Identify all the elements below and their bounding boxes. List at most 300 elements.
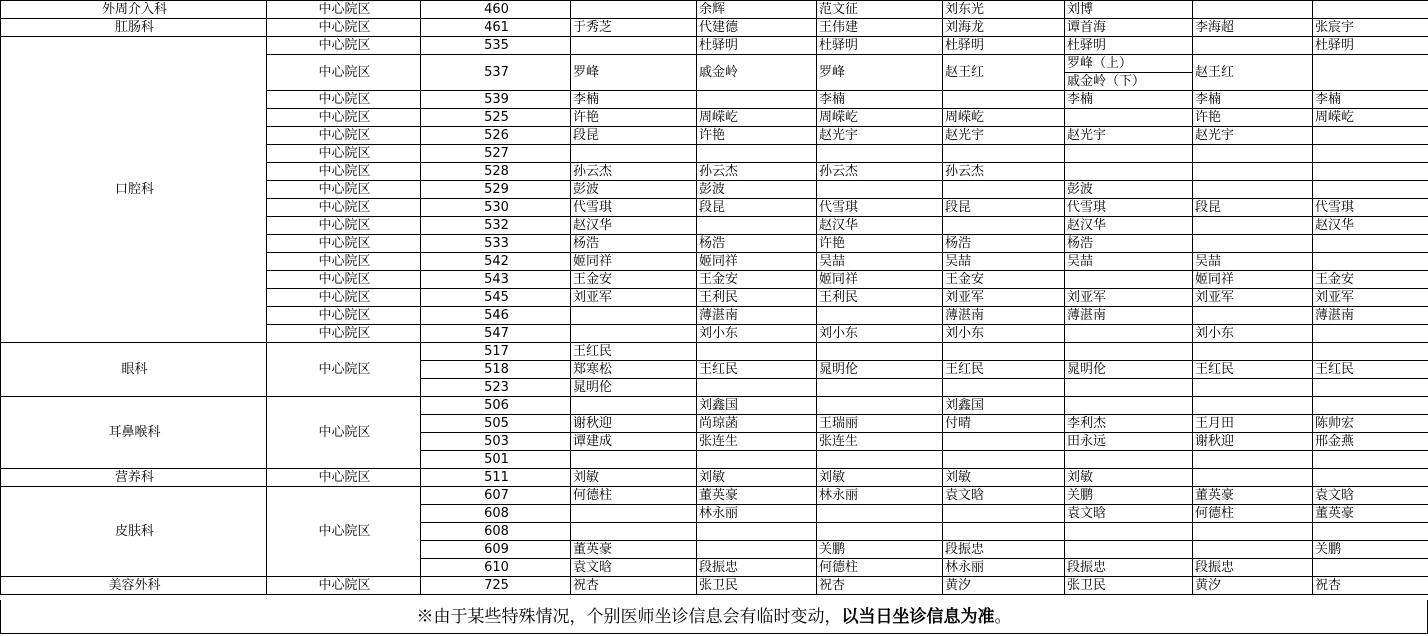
doctor-cell: 李楠 [1313,91,1428,109]
doctor-cell: 刘小东 [697,325,817,343]
doctor-cell [1313,469,1428,487]
campus-cell: 中心院区 [267,307,421,325]
doctor-cell: 孙云杰 [571,163,697,181]
doctor-cell: 刘亚军 [1193,289,1313,307]
campus-cell: 中心院区 [267,469,421,487]
room-number-cell: 537 [421,55,571,91]
doctor-cell: 张宸宇 [1313,19,1428,37]
doctor-cell: 何德柱 [817,559,943,577]
doctor-cell [817,451,943,469]
room-number-cell: 526 [421,127,571,145]
doctor-cell: 赵光宇 [1193,127,1313,145]
room-number-cell: 609 [421,541,571,559]
room-number-cell: 529 [421,181,571,199]
doctor-cell [817,181,943,199]
doctor-cell: 刘敏 [943,469,1065,487]
doctor-cell [943,505,1065,523]
doctor-cell: 田永远 [1065,433,1193,451]
campus-cell: 中心院区 [267,181,421,199]
doctor-cell: 董英豪 [697,487,817,505]
room-number-cell: 532 [421,217,571,235]
table-row [1,343,1428,361]
doctor-cell: 吴喆 [817,253,943,271]
table-row [1,469,1428,487]
doctor-cell: 王红民 [697,361,817,379]
doctor-cell: 代雪琪 [1313,199,1428,217]
doctor-cell: 刘鑫国 [697,397,817,415]
doctor-cell: 赵汉华 [1065,217,1193,235]
room-number-cell: 725 [421,577,571,595]
doctor-cell [817,379,943,397]
doctor-cell: 李海超 [1193,19,1313,37]
doctor-cell [1313,1,1428,19]
doctor-cell [1193,343,1313,361]
doctor-cell: 吴喆 [943,253,1065,271]
doctor-cell: 刘亚军 [943,289,1065,307]
doctor-cell: 薄湛南 [1065,307,1193,325]
doctor-cell [1193,217,1313,235]
doctor-cell: 祝杏 [571,577,697,595]
table-row [1,1,1428,19]
doctor-cell: 祝杏 [817,577,943,595]
campus-cell: 中心院区 [267,37,421,55]
doctor-cell [1313,253,1428,271]
doctor-cell [943,433,1065,451]
doctor-cell [1193,469,1313,487]
doctor-cell: 杨浩 [943,235,1065,253]
doctor-cell [943,91,1065,109]
doctor-cell: 袁文晗 [943,487,1065,505]
doctor-cell: 段振忠 [697,559,817,577]
doctor-cell [1313,181,1428,199]
doctor-cell: 陈帅宏 [1313,415,1428,433]
doctor-cell: 张卫民 [1065,577,1193,595]
doctor-cell [1313,55,1428,91]
doctor-cell [817,523,943,541]
department-cell: 口腔科 [1,37,267,343]
doctor-cell: 代雪琪 [571,199,697,217]
room-number-cell: 523 [421,379,571,397]
doctor-cell: 戚金岭 [697,55,817,91]
doctor-cell: 许艳 [571,109,697,127]
doctor-cell [943,217,1065,235]
doctor-cell: 王利民 [817,289,943,307]
doctor-cell: 刘海龙 [943,19,1065,37]
department-cell: 美容外科 [1,577,267,595]
doctor-cell [1313,163,1428,181]
doctor-cell [1313,397,1428,415]
room-number-cell: 607 [421,487,571,505]
doctor-cell [697,379,817,397]
doctor-cell: 罗峰 [817,55,943,91]
doctor-cell: 谭首海 [1065,19,1193,37]
campus-cell: 中心院区 [267,577,421,595]
campus-cell: 中心院区 [267,289,421,307]
doctor-cell: 余辉 [697,1,817,19]
doctor-cell [817,505,943,523]
doctor-cell: 周嵘屹 [697,109,817,127]
doctor-cell: 彭波 [571,181,697,199]
doctor-cell [1193,541,1313,559]
table-row [1,37,1428,55]
doctor-cell: 范文征 [817,1,943,19]
doctor-cell [1065,145,1193,163]
notice-emphasis: 以当日坐诊信息为准 [841,607,995,627]
doctor-cell [571,1,697,19]
room-number-cell: 530 [421,199,571,217]
doctor-cell [1065,163,1193,181]
doctor-cell: 段昆 [943,199,1065,217]
doctor-cell: 王红民 [1313,361,1428,379]
doctor-cell: 赵光宇 [943,127,1065,145]
doctor-cell [697,541,817,559]
doctor-cell [1065,523,1193,541]
doctor-cell: 刘敏 [1065,469,1193,487]
campus-cell: 中心院区 [267,1,421,19]
doctor-cell: 刘小东 [817,325,943,343]
doctor-cell: 刘亚军 [1313,289,1428,307]
doctor-cell [1313,379,1428,397]
doctor-cell [571,325,697,343]
room-number-cell: 505 [421,415,571,433]
doctor-cell: 王利民 [697,289,817,307]
campus-cell: 中心院区 [267,55,421,91]
doctor-cell: 董英豪 [1193,487,1313,505]
room-number-cell: 525 [421,109,571,127]
doctor-cell [1193,451,1313,469]
doctor-cell: 张连生 [697,433,817,451]
doctor-cell: 付晴 [943,415,1065,433]
doctor-cell: 刘敏 [697,469,817,487]
campus-cell: 中心院区 [267,325,421,343]
campus-cell: 中心院区 [267,343,421,397]
room-number-cell: 546 [421,307,571,325]
doctor-cell: 赵汉华 [817,217,943,235]
doctor-cell: 郑寒松 [571,361,697,379]
doctor-cell: 董英豪 [571,541,697,559]
room-number-cell: 610 [421,559,571,577]
table-row [1,397,1428,415]
doctor-cell: 杜驿明 [817,37,943,55]
doctor-cell: 段昆 [571,127,697,145]
doctor-cell [943,343,1065,361]
doctor-cell [697,343,817,361]
doctor-cell [1193,1,1313,19]
doctor-cell [697,217,817,235]
room-number-cell: 517 [421,343,571,361]
doctor-cell: 代建德 [697,19,817,37]
doctor-cell [1065,541,1193,559]
doctor-cell: 何德柱 [1193,505,1313,523]
campus-cell: 中心院区 [267,145,421,163]
table-row [1,487,1428,505]
doctor-cell: 刘鑫国 [943,397,1065,415]
table-row [1,577,1428,595]
doctor-cell: 刘敏 [817,469,943,487]
doctor-cell [571,145,697,163]
doctor-cell: 谭建成 [571,433,697,451]
doctor-cell: 吴喆 [1193,253,1313,271]
campus-cell: 中心院区 [267,19,421,37]
doctor-cell: 段振忠 [943,541,1065,559]
doctor-cell [1313,559,1428,577]
doctor-cell: 孙云杰 [943,163,1065,181]
doctor-cell: 赵汉华 [1313,217,1428,235]
doctor-cell: 关鹏 [817,541,943,559]
doctor-cell: 王金安 [1313,271,1428,289]
doctor-cell [943,379,1065,397]
doctor-cell: 杜驿明 [1313,37,1428,55]
doctor-cell: 关鹏 [1065,487,1193,505]
doctor-cell: 代雪琪 [817,199,943,217]
doctor-cell: 王金安 [943,271,1065,289]
doctor-cell: 刘亚军 [571,289,697,307]
room-number-cell: 542 [421,253,571,271]
doctor-cell: 薄湛南 [1313,307,1428,325]
doctor-cell: 杜驿明 [1065,37,1193,55]
doctor-cell: 黄汐 [943,577,1065,595]
doctor-cell: 晁明伦 [1065,361,1193,379]
doctor-cell [1065,451,1193,469]
doctor-cell: 尚琼菡 [697,415,817,433]
doctor-cell [697,451,817,469]
doctor-cell: 薄湛南 [943,307,1065,325]
department-cell: 外周介入科 [1,1,267,19]
doctor-cell [1313,127,1428,145]
room-number-cell: 511 [421,469,571,487]
doctor-cell [1313,145,1428,163]
doctor-cell: 姬同祥 [1193,271,1313,289]
doctor-cell [817,307,943,325]
doctor-cell: 何德柱 [571,487,697,505]
notice-prefix: ※由于某些特殊情况，个别医师坐诊信息会有临时变动， [416,607,842,627]
campus-cell: 中心院区 [267,163,421,181]
doctor-cell [1193,181,1313,199]
doctor-cell: 罗峰（上） [1065,55,1193,73]
doctor-cell [571,505,697,523]
doctor-cell [1193,379,1313,397]
doctor-cell [1065,109,1193,127]
doctor-cell: 孙云杰 [817,163,943,181]
doctor-cell [697,91,817,109]
doctor-cell: 代雪琪 [1065,199,1193,217]
doctor-cell [1193,235,1313,253]
doctor-cell: 于秀芝 [571,19,697,37]
room-number-cell: 608 [421,505,571,523]
doctor-cell: 李楠 [1193,91,1313,109]
doctor-cell: 姬同祥 [817,271,943,289]
doctor-cell [943,451,1065,469]
doctor-cell: 刘小东 [943,325,1065,343]
doctor-cell: 王伟建 [817,19,943,37]
doctor-cell: 薄湛南 [697,307,817,325]
doctor-cell [1313,451,1428,469]
doctor-cell: 赵光宇 [817,127,943,145]
doctor-cell: 李楠 [1065,91,1193,109]
doctor-cell: 袁文晗 [571,559,697,577]
room-number-cell: 461 [421,19,571,37]
notice-footer [0,600,1428,634]
doctor-cell: 许艳 [697,127,817,145]
doctor-cell [1065,271,1193,289]
doctor-cell: 杨浩 [1065,235,1193,253]
doctor-cell: 孙云杰 [697,163,817,181]
doctor-cell [1193,523,1313,541]
doctor-cell: 段振忠 [1065,559,1193,577]
doctor-cell: 王红民 [943,361,1065,379]
doctor-cell [1313,235,1428,253]
doctor-cell: 王月田 [1193,415,1313,433]
doctor-cell: 彭波 [697,181,817,199]
doctor-cell: 姬同祥 [571,253,697,271]
department-cell: 眼科 [1,343,267,397]
room-number-cell: 547 [421,325,571,343]
doctor-cell: 王金安 [697,271,817,289]
doctor-cell [1193,163,1313,181]
room-number-cell: 545 [421,289,571,307]
doctor-cell: 周嵘屹 [943,109,1065,127]
doctor-cell [697,523,817,541]
doctor-cell [943,181,1065,199]
room-number-cell: 535 [421,37,571,55]
doctor-cell: 刘敏 [571,469,697,487]
doctor-cell: 谢秋迎 [571,415,697,433]
doctor-cell [1065,397,1193,415]
room-number-cell: 608 [421,523,571,541]
doctor-cell [943,523,1065,541]
campus-cell: 中心院区 [267,91,421,109]
doctor-cell: 姬同祥 [697,253,817,271]
doctor-cell: 林永丽 [943,559,1065,577]
doctor-cell [571,307,697,325]
doctor-cell: 张连生 [817,433,943,451]
doctor-cell: 吴喆 [1065,253,1193,271]
campus-cell: 中心院区 [267,487,421,577]
doctor-cell: 王金安 [571,271,697,289]
doctor-cell: 邢金燕 [1313,433,1428,451]
doctor-cell: 赵汉华 [571,217,697,235]
doctor-cell: 李楠 [571,91,697,109]
room-number-cell: 518 [421,361,571,379]
doctor-cell: 刘亚军 [1065,289,1193,307]
campus-cell: 中心院区 [267,253,421,271]
doctor-cell: 黄汐 [1193,577,1313,595]
doctor-cell: 李楠 [817,91,943,109]
doctor-cell: 赵光宇 [1065,127,1193,145]
campus-cell: 中心院区 [267,397,421,469]
doctor-cell: 王红民 [1193,361,1313,379]
doctor-cell [1193,307,1313,325]
doctor-cell [1065,343,1193,361]
doctor-cell: 戚金岭（下） [1065,73,1193,91]
doctor-cell: 李利杰 [1065,415,1193,433]
doctor-cell: 关鹏 [1313,541,1428,559]
doctor-cell: 晁明伦 [817,361,943,379]
schedule-body [1,1,1428,595]
campus-cell: 中心院区 [267,199,421,217]
doctor-cell: 段昆 [1193,199,1313,217]
doctor-cell: 袁文晗 [1313,487,1428,505]
doctor-cell [571,523,697,541]
room-number-cell: 460 [421,1,571,19]
doctor-cell: 林永丽 [817,487,943,505]
doctor-cell: 袁文晗 [1065,505,1193,523]
room-number-cell: 503 [421,433,571,451]
room-number-cell: 533 [421,235,571,253]
department-cell: 皮肤科 [1,487,267,577]
doctor-cell: 彭波 [1065,181,1193,199]
room-number-cell: 501 [421,451,571,469]
doctor-cell: 刘博 [1065,1,1193,19]
doctor-cell: 许艳 [817,235,943,253]
campus-cell: 中心院区 [267,235,421,253]
doctor-cell: 林永丽 [697,505,817,523]
doctor-cell: 祝杏 [1313,577,1428,595]
doctor-cell: 许艳 [1193,109,1313,127]
doctor-cell [1065,379,1193,397]
doctor-cell [1313,523,1428,541]
department-cell: 营养科 [1,469,267,487]
doctor-cell: 周嵘屹 [817,109,943,127]
doctor-cell [1193,397,1313,415]
doctor-cell: 周嵘屹 [1313,109,1428,127]
room-number-cell: 527 [421,145,571,163]
doctor-cell [697,145,817,163]
department-cell: 肛肠科 [1,19,267,37]
doctor-cell: 刘小东 [1193,325,1313,343]
room-number-cell: 543 [421,271,571,289]
doctor-cell: 赵王红 [1193,55,1313,91]
department-cell: 耳鼻喉科 [1,397,267,469]
doctor-cell: 段昆 [697,199,817,217]
doctor-cell [571,451,697,469]
room-number-cell: 539 [421,91,571,109]
doctor-cell [1193,145,1313,163]
doctor-cell [1065,325,1193,343]
campus-cell: 中心院区 [267,217,421,235]
doctor-cell [1193,37,1313,55]
table-row [1,19,1428,37]
room-number-cell: 528 [421,163,571,181]
doctor-cell [943,145,1065,163]
doctor-cell [1313,343,1428,361]
doctor-cell: 杨浩 [697,235,817,253]
doctor-cell [1313,325,1428,343]
doctor-cell: 刘东光 [943,1,1065,19]
doctor-cell: 杨浩 [571,235,697,253]
doctor-cell [571,397,697,415]
campus-cell: 中心院区 [267,127,421,145]
doctor-cell: 罗峰 [571,55,697,91]
room-number-cell: 506 [421,397,571,415]
doctor-cell: 谢秋迎 [1193,433,1313,451]
doctor-cell: 段振忠 [1193,559,1313,577]
doctor-cell: 杜驿明 [943,37,1065,55]
doctor-cell [817,145,943,163]
doctor-cell: 杜驿明 [697,37,817,55]
doctor-cell: 王瑞丽 [817,415,943,433]
notice-suffix: 。 [994,607,1012,627]
doctor-cell [571,37,697,55]
doctor-cell: 董英豪 [1313,505,1428,523]
doctor-cell: 张卫民 [697,577,817,595]
campus-cell: 中心院区 [267,271,421,289]
doctor-cell: 王红民 [571,343,697,361]
doctor-cell: 赵王红 [943,55,1065,91]
campus-cell: 中心院区 [267,109,421,127]
doctor-cell [817,397,943,415]
doctor-cell: 晁明伦 [571,379,697,397]
